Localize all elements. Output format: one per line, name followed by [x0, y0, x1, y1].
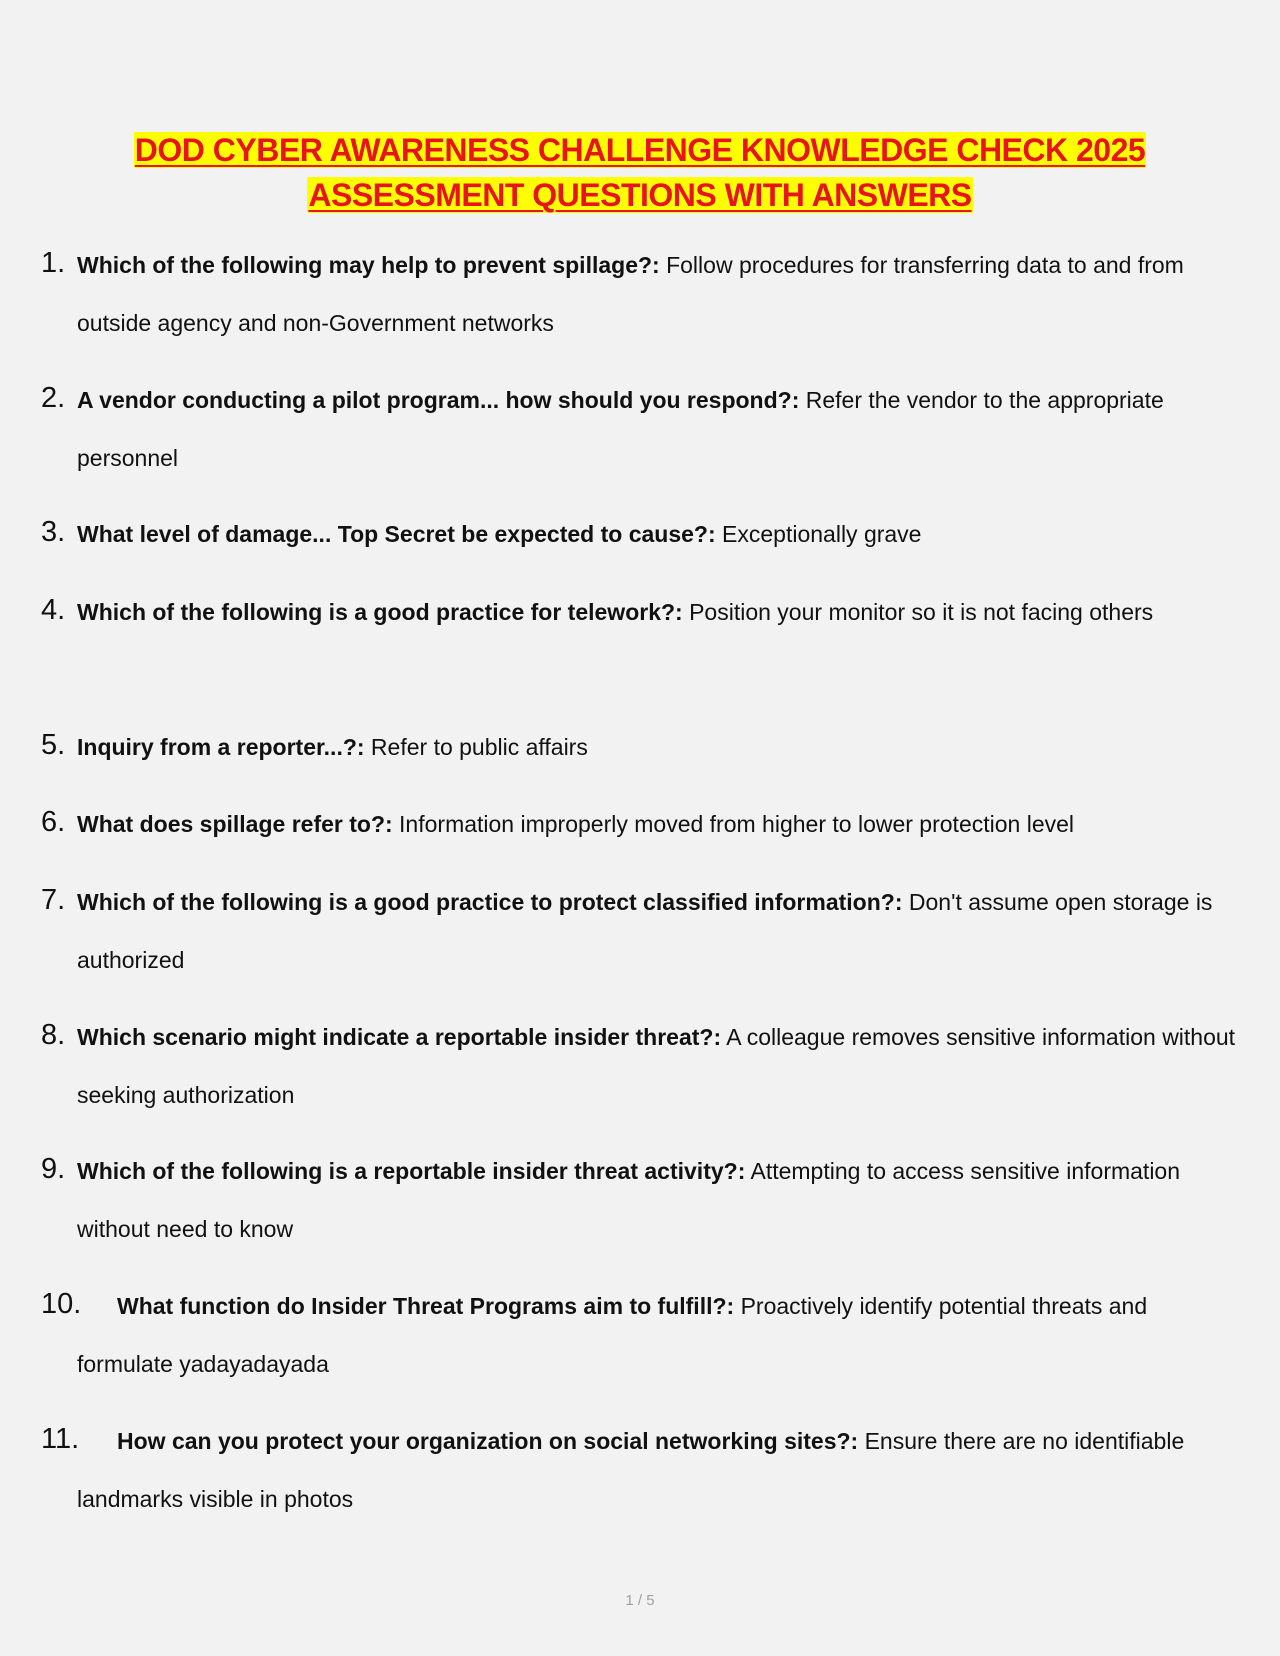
question-body	[77, 236, 1241, 352]
question-number: 8.	[41, 1019, 66, 1051]
question-body	[77, 583, 1241, 641]
answer-text: Refer the vendor to the appropriate personnel	[77, 387, 1164, 471]
question-number: 11.	[41, 1423, 80, 1455]
question-number: 1.	[41, 247, 66, 279]
question-item-2	[41, 371, 1241, 487]
question-text: How can you protect your organization on social networking sites?:	[117, 1428, 859, 1454]
question-item-4	[41, 583, 1241, 641]
document-title	[0, 128, 1280, 218]
question-text: Which of the following may help to prevent spillage?:	[77, 252, 660, 278]
question-number: 4.	[41, 594, 66, 626]
question-item-5	[41, 718, 1241, 776]
question-item-6	[41, 795, 1241, 853]
title-line-2: ASSESSMENT QUESTIONS WITH ANSWERS	[308, 177, 972, 213]
answer-text: Ensure there are no identifiable landmarks visible in photos	[77, 1428, 1185, 1512]
answer-text: Position your monitor so it is not facing others	[682, 599, 1154, 625]
question-item-3	[41, 505, 1241, 563]
question-body	[77, 873, 1241, 989]
question-body	[77, 1277, 1241, 1393]
question-body	[77, 795, 1241, 853]
question-number: 5.	[41, 729, 66, 761]
answer-text: Don't assume open storage is authorized	[77, 889, 1213, 973]
question-text: What level of damage... Top Secret be expected to cause?:	[77, 521, 716, 547]
question-body	[77, 505, 1241, 563]
question-number: 9.	[41, 1153, 66, 1185]
question-item-9	[41, 1142, 1241, 1258]
answer-text: Attempting to access sensitive information without need to know	[77, 1158, 1181, 1242]
question-text: What does spillage refer to?:	[77, 811, 393, 837]
page-indicator: 1 / 5	[625, 1592, 655, 1609]
question-item-8	[41, 1008, 1241, 1124]
question-body	[77, 371, 1241, 487]
question-number: 7.	[41, 884, 66, 916]
question-number: 2.	[41, 382, 66, 414]
question-text: A vendor conducting a pilot program... how should you respond?:	[77, 387, 800, 413]
answer-text: A colleague removes sensitive information without seeking authorization	[77, 1024, 1236, 1108]
question-text: Which scenario might indicate a reportable insider threat?:	[77, 1024, 722, 1050]
question-body	[77, 1412, 1241, 1528]
answer-text: Proactively identify potential threats and formulate yadayadayada	[77, 1293, 1148, 1377]
question-item-11	[41, 1412, 1241, 1528]
answer-text: Exceptionally grave	[715, 521, 922, 547]
question-number: 10.	[41, 1288, 82, 1320]
question-body	[77, 1142, 1241, 1258]
question-text: Inquiry from a reporter...?:	[77, 734, 365, 760]
question-item-10	[41, 1277, 1241, 1393]
question-item-7	[41, 873, 1241, 989]
question-number: 3.	[41, 516, 66, 548]
question-number: 6.	[41, 806, 66, 838]
title-line-1: DOD CYBER AWARENESS CHALLENGE KNOWLEDGE CHECK 2025	[134, 132, 1146, 168]
question-body	[77, 1008, 1241, 1124]
question-text: Which of the following is a good practice to protect classified information?:	[77, 889, 903, 915]
question-text: Which of the following is a reportable insider threat activity?:	[77, 1158, 746, 1184]
answer-text: Information improperly moved from higher to lower protection level	[392, 811, 1075, 837]
question-body	[77, 718, 1241, 776]
answer-text: Follow procedures for transferring data to and from outside agency and non-Government networks	[77, 252, 1184, 336]
question-item-1	[41, 236, 1241, 352]
question-text: What function do Insider Threat Programs aim to fulfill?:	[117, 1293, 735, 1319]
answer-text: Refer to public affairs	[364, 734, 588, 760]
question-text: Which of the following is a good practice for telework?:	[77, 599, 683, 625]
